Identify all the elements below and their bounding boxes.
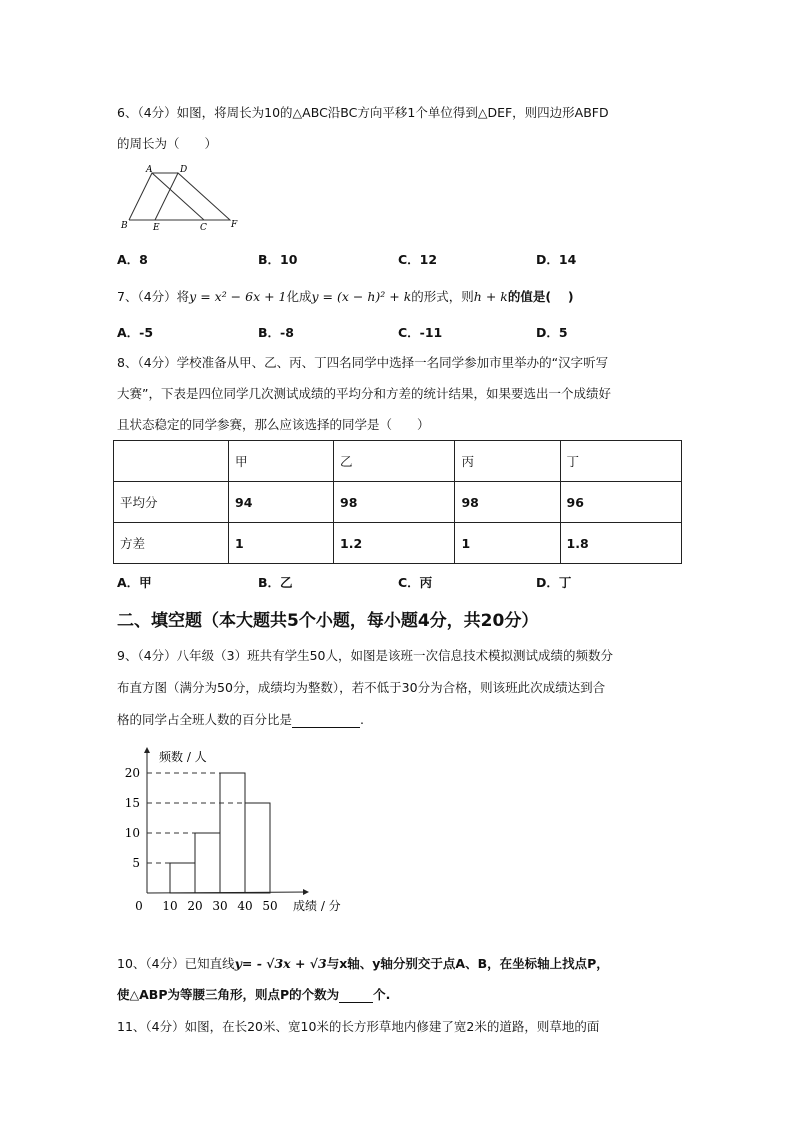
q7-line — [117, 287, 574, 305]
histogram-bar — [195, 833, 220, 893]
x-tick-label: 20 — [187, 899, 203, 913]
q6-line2: 的周长为（ ） — [117, 136, 218, 151]
q7-expr2: y = (x − h)² + k — [311, 289, 412, 304]
q7-prefix: 7、（4分）将 — [117, 289, 190, 304]
q6-option-a[interactable]: A．8 — [117, 252, 148, 267]
q8-option-d[interactable]: D．丁 — [536, 575, 572, 590]
x-tick-label: 40 — [237, 899, 253, 913]
table-cell: 98 — [334, 482, 455, 523]
table-header: 丙 — [455, 441, 560, 482]
label-b: B — [121, 221, 128, 231]
x-tick-label: 0 — [135, 899, 143, 913]
q6-translation-figure — [115, 160, 250, 235]
q9-line3-end: . — [360, 712, 364, 727]
q7-expr3: h + k — [473, 289, 508, 304]
y-tick-label: 5 — [132, 856, 140, 870]
q10-expr: y= - √3x + √3 — [234, 956, 327, 971]
x-tick-label: 30 — [212, 899, 228, 913]
q9-line3-text: 格的同学占全班人数的百分比是 — [117, 712, 293, 727]
table-cell: 98 — [455, 482, 560, 523]
table-header — [114, 441, 229, 482]
q7-option-b[interactable]: B．-8 — [258, 325, 294, 340]
q9-line2: 布直方图（满分为50分，成绩均为整数），若不低于30分为合格，则该班此次成绩达到合 — [117, 680, 606, 695]
q10-line2a: 使△ABP为等腰三角形，则点P的个数为 — [117, 987, 340, 1002]
y-tick-label: 20 — [124, 766, 140, 780]
q6-option-d[interactable]: D．14 — [536, 252, 577, 267]
table-cell: 1.8 — [560, 523, 681, 564]
histogram-bar — [170, 863, 195, 893]
triangle-def — [155, 173, 230, 220]
q8-line1: 8、（4分）学校准备从甲、乙、丙、丁四名同学中选择一名同学参加市里举办的“汉字听写 — [117, 355, 609, 370]
table-header-row — [114, 441, 682, 482]
q10-line2b: 个. — [373, 987, 391, 1002]
q6-line1: 6、（4分）如图，将周长为10的△ABC沿BC方向平移1个单位得到△DEF，则四边形ABFD — [117, 105, 609, 120]
histogram-bar — [245, 803, 270, 893]
q9-answer-blank[interactable] — [292, 712, 360, 728]
table-cell: 1.2 — [334, 523, 455, 564]
q9-line1: 9、（4分）八年级（3）班共有学生50人，如图是该班一次信息技术模拟测试成绩的频数分 — [117, 648, 614, 663]
label-d: D — [180, 165, 188, 175]
q6-option-c[interactable]: C．12 — [398, 252, 438, 267]
label-a: A — [146, 165, 153, 175]
q7-option-a[interactable]: A．-5 — [117, 325, 154, 340]
table-cell: 94 — [229, 482, 334, 523]
q7-end: 的值是( ) — [507, 289, 574, 304]
x-tick-label: 50 — [262, 899, 278, 913]
table-row — [114, 523, 682, 564]
table-cell: 平均分 — [114, 482, 229, 523]
x-axis-label: 成绩 / 分 — [293, 899, 341, 913]
y-tick-label: 15 — [124, 796, 140, 810]
q7-mid: 化成 — [286, 289, 312, 304]
label-c: C — [200, 223, 207, 233]
q7-suffix: 的形式，则 — [411, 289, 474, 304]
q8-option-a[interactable]: A．甲 — [117, 575, 152, 590]
q8-line3: 且状态稳定的同学参赛，那么应该选择的同学是（ ） — [117, 417, 430, 432]
y-tick-label: 10 — [124, 826, 140, 840]
q8-option-c[interactable]: C．丙 — [398, 575, 433, 590]
histogram-bar — [220, 773, 245, 893]
q10-line2 — [117, 985, 390, 1003]
q7-option-d[interactable]: D．5 — [536, 325, 568, 340]
q11-line1: 11、（4分）如图，在长20米、宽10米的长方形草地内修建了宽2米的道路，则草地的面 — [117, 1019, 600, 1034]
score-table — [113, 440, 682, 564]
y-axis-label: 频数 / 人 — [159, 750, 207, 764]
x-tick-label: 10 — [162, 899, 178, 913]
q10-line1 — [117, 954, 609, 972]
q7-expr1: y = x² − 6x + 1 — [189, 289, 287, 304]
section-title: 二、填空题（本大题共5个小题，每小题4分，共20分） — [117, 611, 539, 631]
table-row — [114, 482, 682, 523]
q10-line1a: 10、（4分）已知直线 — [117, 956, 235, 971]
q8-line2: 大赛”，下表是四位同学几次测试成绩的平均分和方差的统计结果，如果要选出一个成绩好 — [117, 386, 611, 401]
table-cell: 96 — [560, 482, 681, 523]
q8-option-b[interactable]: B．乙 — [258, 575, 293, 590]
table-header: 丁 — [560, 441, 681, 482]
q9-line3 — [117, 710, 364, 728]
label-e: E — [153, 223, 160, 233]
table-cell: 1 — [455, 523, 560, 564]
q10-line1b: 与x轴、y轴分别交于点A、B，在坐标轴上找点P， — [326, 956, 609, 971]
q7-option-c[interactable]: C．-11 — [398, 325, 443, 340]
table-cell: 方差 — [114, 523, 229, 564]
table-header: 甲 — [229, 441, 334, 482]
q6-option-b[interactable]: B．10 — [258, 252, 298, 267]
label-f: F — [231, 220, 238, 230]
frequency-histogram — [110, 740, 360, 920]
table-header: 乙 — [334, 441, 455, 482]
q10-answer-blank[interactable] — [339, 987, 373, 1003]
table-cell: 1 — [229, 523, 334, 564]
